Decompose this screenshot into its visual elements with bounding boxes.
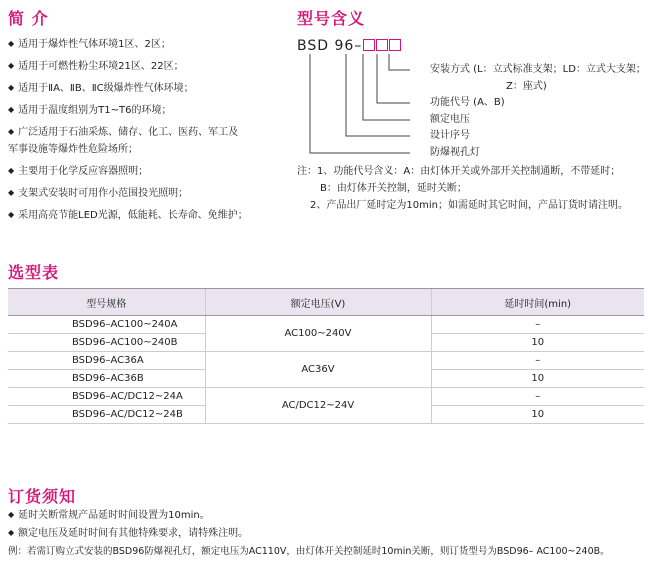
cell-delay: – (431, 316, 644, 334)
label-design: 设计序号 (430, 130, 470, 141)
cell-model: BSD96–AC100~240B (8, 334, 205, 352)
note-line: 注：1、功能代号含义：A：由灯体开关或外部开关控制通断，不带延时； (297, 166, 621, 177)
model-prefix: BSD 96– (297, 38, 363, 54)
table-header-row (8, 289, 644, 316)
intro-item: ◆ 广泛适用于石油采炼、储存、化工、医药、军工及 (8, 126, 238, 140)
label-install: 安装方式 (L：立式标准支架；LD：立式大支架； (430, 64, 646, 75)
column-header-voltage: 额定电压(V) (205, 289, 431, 316)
intro-item: ◆ 适用于爆炸性气体环境1区、2区； (8, 38, 171, 52)
table-row (8, 316, 644, 334)
table-row (8, 352, 644, 370)
intro-item: ◆ 适用于可燃性粉尘环境21区、22区； (8, 60, 184, 74)
column-header-model: 型号规格 (8, 289, 205, 316)
label-voltage: 额定电压 (430, 114, 470, 125)
note-line: B：由灯体开关控制，延时关断； (320, 183, 467, 194)
cell-model: BSD96–AC36A (8, 352, 205, 370)
cell-model: BSD96–AC/DC12~24B (8, 406, 205, 424)
cell-model: BSD96–AC/DC12~24A (8, 388, 205, 406)
note-line: 2、产品出厂延时定为10min；如需延时其它时间，产品订货时请注明。 (310, 200, 628, 211)
intro-title: 简 介 (8, 9, 49, 28)
intro-item-continued: 军事设施等爆炸性危险场所； (8, 144, 138, 155)
selection-table (8, 288, 644, 424)
table-row (8, 388, 644, 406)
label-product: 防爆视孔灯 (430, 147, 480, 158)
intro-item: ◆ 适用于温度组别为T1~T6的环境； (8, 104, 171, 118)
label-install-cont: Z：座式) (506, 81, 547, 92)
cell-voltage: AC36V (205, 352, 431, 388)
ordering-item: ◆ 额定电压及延时时间有其他特殊要求，请特殊注明。 (8, 527, 248, 541)
label-function: 功能代号 (A、B) (430, 97, 505, 108)
cell-voltage: AC/DC12~24V (205, 388, 431, 424)
intro-item: ◆ 支架式安装时可用作小范围投光照明； (8, 187, 188, 201)
cell-delay: – (431, 388, 644, 406)
cell-delay: – (431, 352, 644, 370)
column-header-delay: 延时时间(min) (431, 289, 644, 316)
cell-model: BSD96–AC36B (8, 370, 205, 388)
model-meaning-title: 型号含义 (297, 9, 366, 28)
cell-delay: 10 (431, 334, 644, 352)
cell-delay: 10 (431, 406, 644, 424)
cell-model: BSD96–AC100~240A (8, 316, 205, 334)
cell-voltage: AC100~240V (205, 316, 431, 352)
cell-delay: 10 (431, 370, 644, 388)
ordering-example: 例：若需订购立式安装的BSD96防爆视孔灯，额定电压为AC110V，由灯体开关控制延时10min关断，则订货型号为BSD96– AC100~240B。 (8, 546, 610, 557)
ordering-item: ◆ 延时关断常规产品延时时间设置为10min。 (8, 509, 210, 523)
selection-title: 选型表 (8, 263, 60, 282)
intro-item: ◆ 主要用于化学反应容器照明； (8, 165, 148, 179)
intro-item: ◆ 采用高亮节能LED光源，低能耗、长寿命、免维护； (8, 209, 248, 223)
intro-item: ◆ 适用于ⅡA、ⅡB、ⅡC级爆炸性气体环境； (8, 82, 194, 96)
ordering-title: 订货须知 (8, 487, 77, 506)
